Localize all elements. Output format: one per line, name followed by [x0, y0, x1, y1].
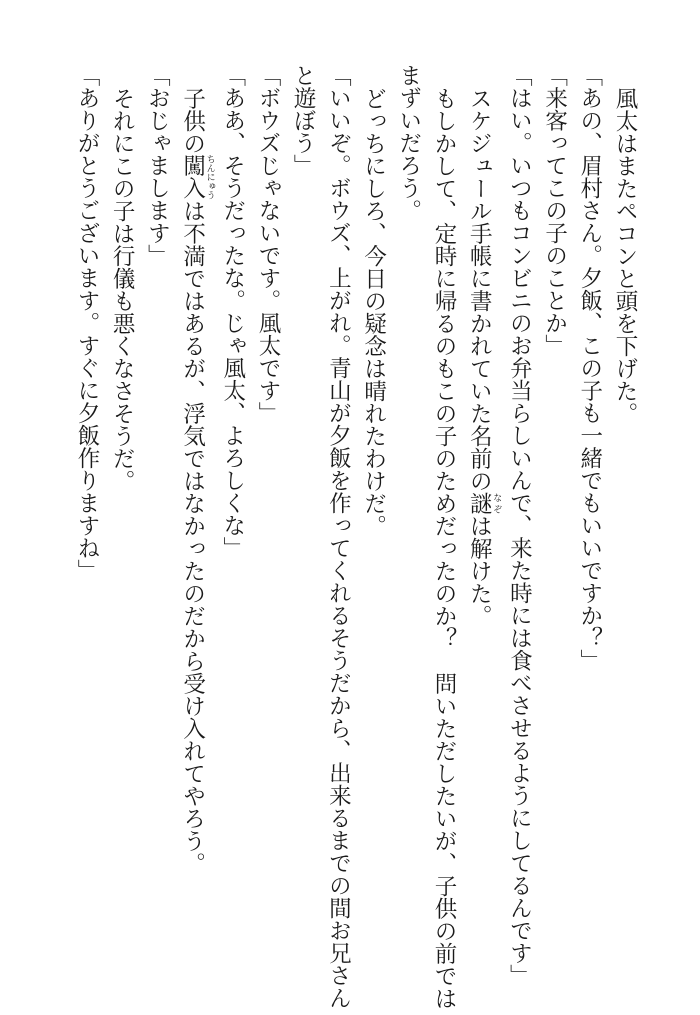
text-line-13 [174, 64, 214, 964]
text-line-5-after: は解けた。 [466, 514, 493, 627]
text-line-9: 「いいぞ。ボウズ、上がれ。青山が夕飯を作ってくれるそうだから、出来るまでの間お兄さん [325, 64, 352, 1009]
text-line-6: もしかして、定時に帰るのもこの子のためだったのか？ 問いただしたいが、子供の前では [430, 86, 457, 1009]
text-line-13-before: 子供の [179, 86, 206, 154]
text-line-14: 「おじゃまします」 [144, 64, 171, 267]
text-line-1: 風太はまたペコンと頭を下げた。 [612, 86, 638, 424]
ruby-chinnyuu-base: 闖入 [179, 154, 206, 199]
ruby-chinnyuu-reading: ちんにゅう [204, 154, 215, 199]
text-line-2: 「あの、眉村さん。夕飯、この子も一緒でもいいですか？」 [576, 64, 603, 672]
ruby-nazo [466, 491, 502, 515]
vertical-text-body [69, 64, 642, 1009]
text-line-10: と遊ぼう」 [290, 64, 317, 177]
text-line-16: 「ありがとうございます。すぐに夕飯作りますね」 [73, 64, 100, 582]
text-line-7: まずいだろう。 [395, 64, 422, 222]
text-line-3: 「来客ってこの子のことか」 [541, 64, 568, 357]
ruby-nazo-reading: なぞ [491, 491, 502, 514]
text-line-5 [461, 64, 501, 964]
text-line-15: それにこの子は行儀も悪くなさそうだ。 [109, 86, 136, 492]
text-line-13-after: は不満ではあるが、浮気ではなかったのだから受け入れてやろう。 [179, 199, 206, 874]
text-line-12: 「ああ、そうだったな。じゃ風太、よろしくな」 [219, 64, 246, 559]
text-line-8: どっちにしろ、今日の疑念は晴れたわけだ。 [360, 86, 387, 537]
ruby-chinnyuu [179, 154, 215, 199]
text-line-4: 「はい。いつもコンビニのお弁当らしいんで、来た時には食べさせるようにしてるんです」 [506, 64, 533, 987]
text-line-11: 「ボウズじゃないです。風太です」 [254, 64, 281, 424]
ruby-nazo-base: 謎 [466, 491, 493, 514]
text-line-5-before: スケジュール手帳に書かれていた名前の [466, 86, 493, 492]
